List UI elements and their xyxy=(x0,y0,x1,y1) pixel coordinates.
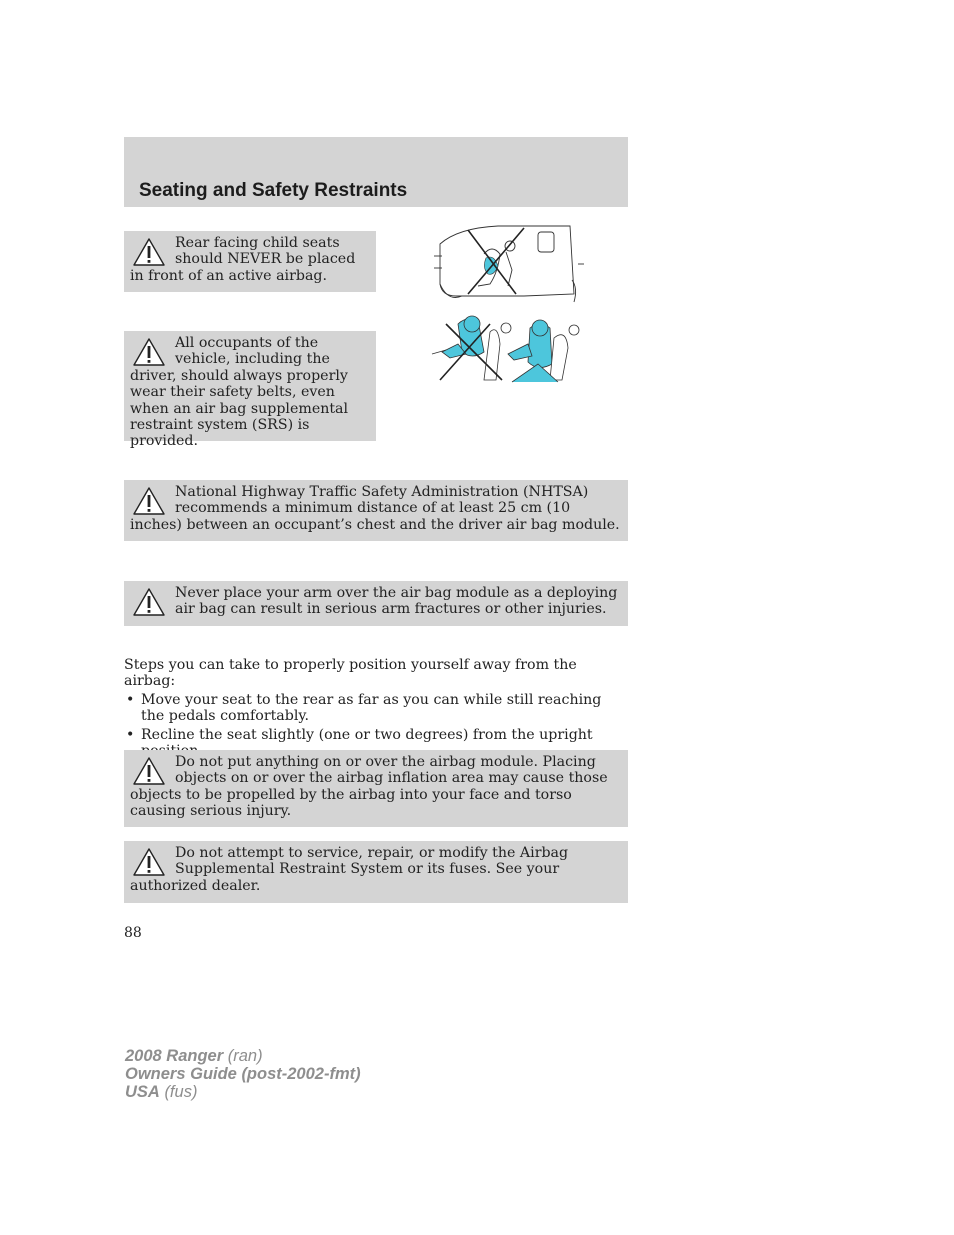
bullet-glyph: • xyxy=(126,691,135,708)
warning-triangle-icon xyxy=(132,587,166,617)
vehicle-interior-drawing xyxy=(434,226,584,302)
document-footer xyxy=(125,1047,361,1101)
list-item: • Move your seat to the rear as far as you can while still reaching the pedals comfortably. xyxy=(126,691,602,725)
footer-line-guide: Owners Guide (post-2002-fmt) xyxy=(125,1065,361,1083)
warning-triangle-icon xyxy=(132,237,166,267)
section-title: Seating and Safety Restraints xyxy=(139,180,408,201)
warning-text: Never place your arm over the air bag module as a deploying air bag can result in serious arm fractures or other injuries. xyxy=(175,585,618,618)
positioning-steps xyxy=(124,657,624,761)
footer-line-model: 2008 Ranger (ran) xyxy=(125,1047,263,1065)
warning-text: National Highway Traffic Safety Administration (NHTSA) recommends a minimum distance of at least 25 cm (10 inches) between an occupant’s chest and the driver air bag module. xyxy=(130,484,620,533)
warning-text: Do not put anything on or over the airbag module. Placing objects on or over the airbag inflation area may cause those objects to be propelled by the airbag into your face and torso causing serious injury. xyxy=(130,754,608,820)
warning-text: All occupants of the vehicle, including the driver, should always properly wear their safety belts, even when an air bag supplemental restraint system (SRS) is provided. xyxy=(130,335,349,450)
warning-box-child-seat xyxy=(124,231,376,292)
warning-box-arm-placement xyxy=(124,581,628,626)
footer-line-region: USA (fus) xyxy=(125,1083,198,1101)
warning-triangle-icon xyxy=(132,486,166,516)
warning-box-nhtsa-distance xyxy=(124,480,628,541)
warning-triangle-icon xyxy=(132,756,166,786)
warning-box-service xyxy=(124,841,628,903)
warning-box-occupants xyxy=(124,331,376,450)
warning-box-airbag-module-objects xyxy=(124,750,628,827)
occupant-too-close xyxy=(432,316,511,380)
warning-text: Do not attempt to service, repair, or modify the Airbag Supplemental Restraint System or its fuses. See your authorized dealer. xyxy=(130,845,569,894)
warning-triangle-icon xyxy=(132,847,166,877)
airbag-safety-illustration xyxy=(428,224,584,384)
page-number: 88 xyxy=(124,925,142,941)
warning-triangle-icon xyxy=(132,337,166,367)
bullet-glyph: • xyxy=(126,726,135,743)
steps-intro: Steps you can take to properly position yourself away from the airbag: xyxy=(124,657,577,690)
warning-text: Rear facing child seats should NEVER be placed in front of an active airbag. xyxy=(130,235,356,284)
occupant-proper-distance xyxy=(508,320,579,382)
list-item: • Recline the seat slightly (one or two degrees) from the upright xyxy=(126,726,593,743)
section-header xyxy=(124,137,628,207)
